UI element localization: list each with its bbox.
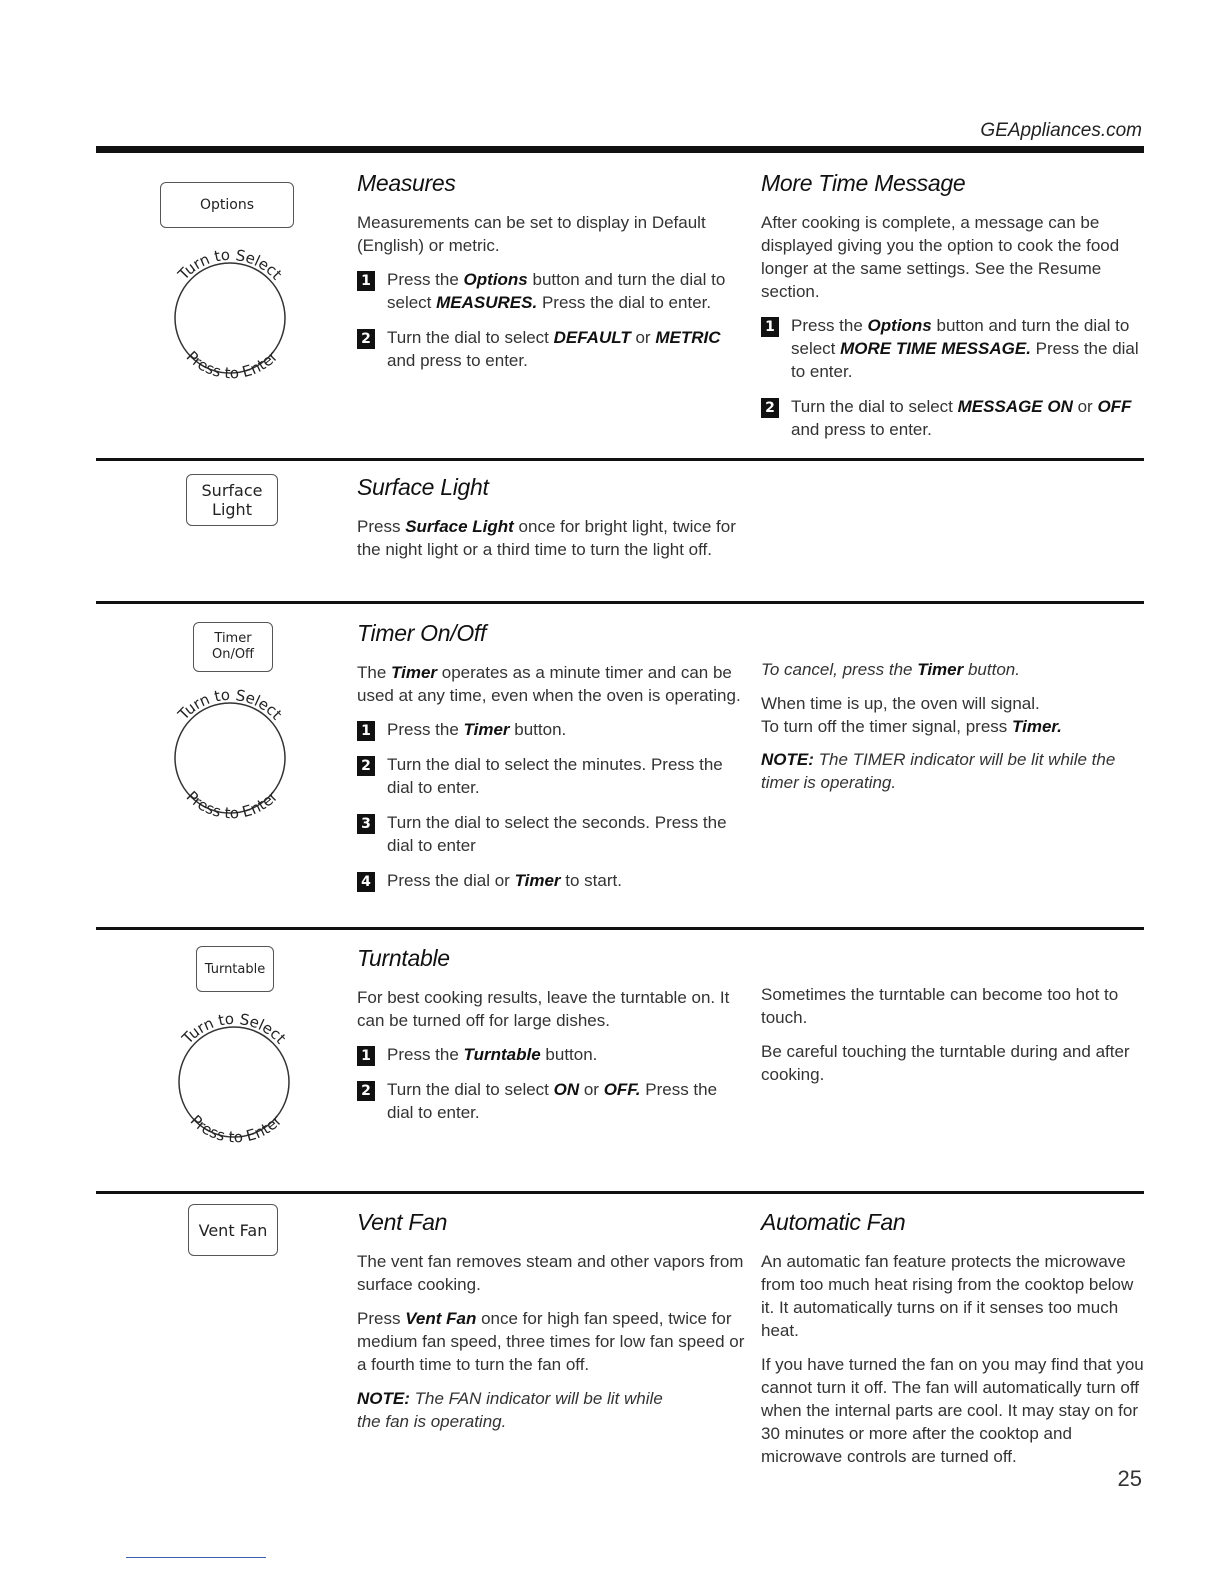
step-text: button and turn the dial to select xyxy=(387,270,726,312)
dial-press-label: Press to Enter xyxy=(182,787,282,823)
measures-step-2 xyxy=(357,326,747,372)
timer-step-4 xyxy=(357,869,747,892)
button-label-line: On/Off xyxy=(211,647,255,662)
text-run: Press xyxy=(357,1309,406,1328)
timer-title: Timer On/Off xyxy=(357,620,487,646)
text-run: When time is up, the oven will signal. xyxy=(761,694,1040,713)
step-text: or xyxy=(1072,397,1098,416)
step-em: ON xyxy=(553,1080,580,1099)
turntable-title: Turntable xyxy=(357,945,450,971)
step-number: 1 xyxy=(357,721,375,741)
step-number: 2 xyxy=(357,1081,375,1101)
step-text: Press the dial or xyxy=(387,871,515,890)
step-text: to start. xyxy=(560,871,622,890)
step-text: Press the dial to enter. xyxy=(387,1080,718,1122)
step-text: and press to enter. xyxy=(387,351,528,370)
section-divider xyxy=(96,927,1144,930)
text-run: The xyxy=(357,663,392,682)
footer-line xyxy=(126,1557,266,1558)
step-text: Press the xyxy=(387,270,464,289)
text-em: Timer. xyxy=(1012,717,1062,736)
text-run: To turn off the timer signal, press xyxy=(761,717,1013,736)
step-text: Turn the dial to select xyxy=(791,397,958,416)
step-text: Press the xyxy=(387,1045,464,1064)
step-number: 2 xyxy=(761,398,779,418)
auto-fan-paragraph-1: An automatic fan feature protects the microwave from too much heat rising from the cooktop below it. It automatically turns on if it senses too much heat. xyxy=(761,1252,1134,1340)
vent-fan-button[interactable]: Vent Fan xyxy=(188,1204,278,1256)
turntable-step-2 xyxy=(357,1078,747,1124)
auto-fan-paragraph-2: If you have turned the fan on you may find that you cannot turn it off. The fan will automatically turn off when the internal parts are cool. It may stay on for 30 minutes or more after the cooktop and microwave controls are turned off. xyxy=(761,1355,1144,1466)
timer-step-2 xyxy=(357,753,747,799)
step-text: Press the xyxy=(387,720,464,739)
timer-step-3 xyxy=(357,811,747,857)
dial-press-label: Press to Enter xyxy=(182,347,282,383)
step-em: MESSAGE ON xyxy=(957,397,1073,416)
step-text: Turn the dial to select xyxy=(387,328,554,347)
turntable-intro: For best cooking results, leave the turntable on. It can be turned off for large dishes. xyxy=(357,988,730,1030)
timer-step-1 xyxy=(357,718,747,741)
step-text: and press to enter. xyxy=(791,420,932,439)
timer-signal-text xyxy=(761,692,1151,738)
step-em: MEASURES. xyxy=(436,293,538,312)
step-text: Turn the dial to select the minutes. Press the dial to enter. xyxy=(387,755,723,797)
step-em: Options xyxy=(867,316,932,335)
step-em: Timer xyxy=(514,871,561,890)
surface-light-title: Surface Light xyxy=(357,474,489,500)
surface-light-button[interactable] xyxy=(186,474,278,526)
step-text: Press the xyxy=(791,316,868,335)
vent-fan-intro: The vent fan removes steam and other vapors from surface cooking. xyxy=(357,1252,744,1294)
measures-title: Measures xyxy=(357,170,456,196)
turntable-button[interactable]: Turntable xyxy=(196,946,274,992)
text-em: Vent Fan xyxy=(405,1309,477,1328)
auto-fan-title: Automatic Fan xyxy=(761,1209,906,1235)
step-number: 1 xyxy=(357,271,375,291)
step-text: button. xyxy=(509,720,567,739)
vent-fan-press xyxy=(357,1307,747,1376)
select-dial[interactable] xyxy=(160,672,300,842)
more-time-intro: After cooking is complete, a message can be displayed giving you the option to cook the food longer at the same settings. See the Resume section. xyxy=(761,213,1120,301)
text-em: Surface Light xyxy=(405,517,514,536)
header-site-url: GEAppliances.com xyxy=(980,120,1142,141)
options-button[interactable]: Options xyxy=(160,182,294,228)
text-em: Timer xyxy=(391,663,438,682)
timer-on-off-button[interactable] xyxy=(193,622,273,672)
text-run: Press xyxy=(357,517,406,536)
step-em: Timer xyxy=(463,720,510,739)
button-label-line: Surface xyxy=(201,481,263,500)
step-em: METRIC xyxy=(655,328,721,347)
step-em: OFF xyxy=(1097,397,1132,416)
text-run: The TIMER indicator will be lit while the timer is operating. xyxy=(761,750,1116,792)
text-run: once for high fan speed, twice for medium fan speed, three times for low fan speed or a fourth time to turn the fan off. xyxy=(357,1309,745,1374)
step-number: 1 xyxy=(761,317,779,337)
text-run: once for bright light, twice for the night light or a third time to turn the light off. xyxy=(357,517,736,559)
select-dial[interactable] xyxy=(164,996,304,1166)
step-number: 1 xyxy=(357,1046,375,1066)
step-text: Press the dial to enter. xyxy=(537,293,712,312)
step-text: Turn the dial to select the seconds. Press the dial to enter xyxy=(387,813,727,855)
more-time-title: More Time Message xyxy=(761,170,966,196)
section-divider xyxy=(96,601,1144,604)
text-run: The FAN indicator will be lit while the fan is operating. xyxy=(357,1389,663,1431)
step-em: MORE TIME MESSAGE. xyxy=(840,339,1031,358)
step-em: Options xyxy=(463,270,528,289)
vent-fan-title: Vent Fan xyxy=(357,1209,448,1235)
measures-step-1 xyxy=(357,268,747,314)
more-time-step-1 xyxy=(761,314,1151,383)
select-dial[interactable] xyxy=(160,232,300,402)
step-number: 2 xyxy=(357,329,375,349)
text-run: button. xyxy=(963,660,1020,679)
step-number: 4 xyxy=(357,872,375,892)
step-number: 2 xyxy=(357,756,375,776)
turntable-hot-note: Sometimes the turntable can become too hot to touch. xyxy=(761,985,1119,1027)
more-time-step-2 xyxy=(761,395,1151,441)
step-text: button. xyxy=(540,1045,598,1064)
note-label: NOTE: xyxy=(357,1389,410,1408)
text-em: Timer xyxy=(917,660,964,679)
dial-turn-label: Turn to Select xyxy=(178,1009,290,1048)
turntable-step-1 xyxy=(357,1043,747,1066)
timer-cancel-note xyxy=(761,658,1151,681)
step-text: button and turn the dial to select xyxy=(791,316,1130,358)
step-em: Turntable xyxy=(463,1045,541,1064)
step-text: or xyxy=(630,328,656,347)
dial-turn-label: Turn to Select xyxy=(174,685,286,724)
timer-intro xyxy=(357,661,747,707)
button-label-line: Light xyxy=(212,500,252,519)
button-label-line: Timer xyxy=(214,631,252,646)
step-em: OFF. xyxy=(603,1080,641,1099)
header-rule xyxy=(96,146,1144,153)
vent-fan-note xyxy=(357,1387,687,1433)
turntable-careful-note: Be careful touching the turntable during and after cooking. xyxy=(761,1042,1130,1084)
text-run: To cancel, press the xyxy=(761,660,918,679)
section-divider xyxy=(96,1191,1144,1194)
text-run: operates as a minute timer and can be used at any time, even when the oven is operating. xyxy=(357,663,741,705)
step-em: DEFAULT xyxy=(553,328,631,347)
surface-light-text xyxy=(357,515,747,561)
step-text: or xyxy=(579,1080,604,1099)
timer-note xyxy=(761,748,1151,794)
page-number: 25 xyxy=(1117,1466,1142,1491)
step-number: 3 xyxy=(357,814,375,834)
section-divider xyxy=(96,458,1144,461)
dial-press-label: Press to Enter xyxy=(186,1111,286,1147)
step-text: Press the dial to enter. xyxy=(791,339,1139,381)
step-text: Turn the dial to select xyxy=(387,1080,554,1099)
measures-intro: Measurements can be set to display in Default (English) or metric. xyxy=(357,213,706,255)
note-label: NOTE: xyxy=(761,750,814,769)
dial-turn-label: Turn to Select xyxy=(174,245,286,284)
